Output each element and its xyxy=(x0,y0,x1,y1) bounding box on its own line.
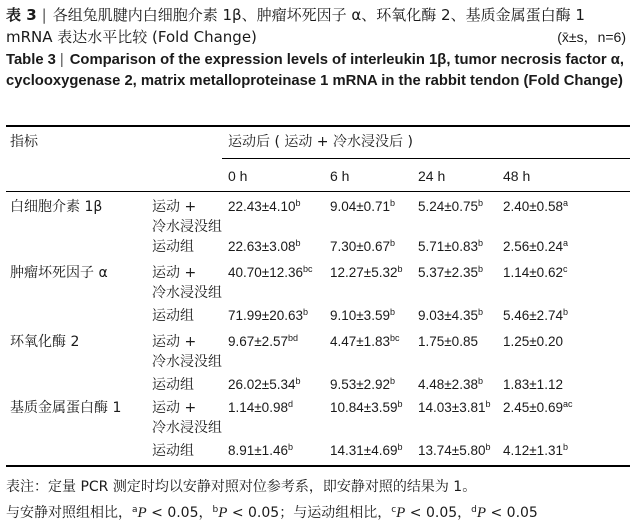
group-name xyxy=(152,263,222,303)
group-name xyxy=(152,197,222,237)
value-text: 2.40±0.58 xyxy=(503,199,563,214)
value-cell xyxy=(418,332,478,352)
caption-cn xyxy=(6,4,630,48)
value-text: 2.56±0.24 xyxy=(503,239,563,254)
value-cell xyxy=(228,441,293,461)
note-mark-b: b xyxy=(212,505,219,515)
significance-mark: b xyxy=(397,399,403,409)
value-text: 9.10±3.59 xyxy=(330,308,390,323)
table-top-rule xyxy=(6,125,630,127)
significance-mark: b xyxy=(397,442,403,452)
value-cell xyxy=(418,306,483,326)
caption-en-label: Table 3 xyxy=(6,52,56,68)
table-note-line2 xyxy=(6,503,538,523)
value-cell xyxy=(418,197,483,217)
significance-mark: b xyxy=(562,442,568,452)
value-text: 4.48±2.38 xyxy=(418,377,478,392)
value-text: 14.03±3.81 xyxy=(418,400,486,415)
group-name-line: 运动 + xyxy=(152,265,197,281)
value-cell xyxy=(228,197,300,217)
significance-mark: b xyxy=(287,442,293,452)
value-cell xyxy=(330,398,402,418)
value-cell xyxy=(503,441,568,461)
value-text: 4.12±1.31 xyxy=(503,443,563,458)
significance-mark: ac xyxy=(562,399,573,409)
table-bottom-rule xyxy=(6,465,630,467)
value-text: 5.46±2.74 xyxy=(503,308,563,323)
significance-mark: a xyxy=(562,198,568,208)
value-text: 1.75±0.85 xyxy=(418,334,478,349)
significance-mark: b xyxy=(302,307,308,317)
significance-mark: b xyxy=(397,264,403,274)
value-text: 8.91±1.46 xyxy=(228,443,288,458)
group-name-line: 冷水浸没组 xyxy=(152,354,222,370)
significance-mark: c xyxy=(562,264,568,274)
note-op-c: < 0.05， xyxy=(405,505,472,521)
value-cell xyxy=(330,197,395,217)
value-cell xyxy=(330,332,399,352)
value-cell xyxy=(418,263,483,283)
value-cell xyxy=(418,375,483,395)
value-text: 12.27±5.32 xyxy=(330,265,398,280)
value-cell xyxy=(330,306,395,326)
significance-mark: b xyxy=(477,198,483,208)
significance-mark: bc xyxy=(389,333,400,343)
value-cell xyxy=(228,332,298,352)
value-cell xyxy=(418,398,490,418)
significance-mark: b xyxy=(295,238,301,248)
significance-mark: b xyxy=(477,376,483,386)
significance-mark: b xyxy=(477,238,483,248)
value-cell xyxy=(503,332,563,352)
note-prefix: 与安静对照组相比， xyxy=(6,505,132,521)
significance-mark: b xyxy=(485,442,491,452)
value-text: 13.74±5.80 xyxy=(418,443,486,458)
caption-separator: | xyxy=(41,6,47,24)
value-text: 40.70±12.36 xyxy=(228,265,303,280)
caption-cn-label: 表 3 xyxy=(6,6,37,24)
caption-stat: (x̄±s，n=6) xyxy=(557,29,626,45)
group-name xyxy=(152,332,222,372)
time-header-24h: 24 h xyxy=(418,168,446,184)
value-cell xyxy=(330,263,402,283)
significance-mark: b xyxy=(295,376,301,386)
value-text: 7.30±0.67 xyxy=(330,239,390,254)
value-cell xyxy=(503,306,568,326)
significance-mark: b xyxy=(562,307,568,317)
significance-mark: bd xyxy=(287,333,298,343)
value-text: 26.02±5.34 xyxy=(228,377,296,392)
value-cell xyxy=(228,375,300,395)
indicator-name: 基质金属蛋白酶 1 xyxy=(10,400,122,416)
value-cell xyxy=(503,237,568,257)
value-cell xyxy=(228,398,293,418)
group-name-line: 冷水浸没组 xyxy=(152,285,222,301)
value-cell xyxy=(330,375,395,395)
table-note-line1: 表注：定量 PCR 测定时均以安静对照对位参考系，即安静对照的结果为 1。 xyxy=(6,479,477,495)
header-bottom-rule xyxy=(6,191,630,192)
note-op-d: < 0.05 xyxy=(486,505,538,521)
time-header-6h: 6 h xyxy=(330,168,350,184)
group-name-line: 冷水浸没组 xyxy=(152,420,222,436)
note-p: P xyxy=(218,505,228,521)
note-op-b: < 0.05 xyxy=(227,505,280,521)
significance-mark: b xyxy=(295,198,301,208)
note-p: P xyxy=(396,505,406,521)
group-name-line: 冷水浸没组 xyxy=(152,219,222,235)
indicator-name: 肿瘤坏死因子 α xyxy=(10,265,108,281)
value-text: 5.24±0.75 xyxy=(418,199,478,214)
note-p: P xyxy=(137,505,147,521)
significance-mark: b xyxy=(389,238,395,248)
value-text: 1.14±0.62 xyxy=(503,265,563,280)
value-cell xyxy=(228,237,300,257)
group-name: 运动组 xyxy=(152,377,194,393)
value-text: 22.43±4.10 xyxy=(228,199,296,214)
note-mark-c: c xyxy=(391,505,397,515)
significance-mark: b xyxy=(389,376,395,386)
value-cell xyxy=(330,237,395,257)
group-name-line: 运动 + xyxy=(152,400,197,416)
note-op-a: < 0.05， xyxy=(146,505,213,521)
time-header-0h: 0 h xyxy=(228,168,248,184)
value-text: 22.63±3.08 xyxy=(228,239,296,254)
group-name: 运动组 xyxy=(152,308,194,324)
group-name xyxy=(152,398,222,438)
note-mark-a: a xyxy=(132,505,138,515)
significance-mark: b xyxy=(477,264,483,274)
caption-en xyxy=(6,50,626,92)
group-header: 运动后 ( 运动 + 冷水浸没后 ) xyxy=(228,134,413,150)
time-header-48h: 48 h xyxy=(503,168,531,184)
value-cell xyxy=(503,398,572,418)
significance-mark: b xyxy=(485,399,491,409)
caption-en-text: Comparison of the expression levels of interleukin 1β, tumor necrosis factor α, cyclooxygenase 2, matrix metalloproteinase 1 mRNA in the rabbit tendon (Fold Change) xyxy=(6,52,624,89)
note-mid: ；与运动组相比， xyxy=(279,505,392,521)
significance-mark: b xyxy=(389,198,395,208)
value-cell xyxy=(330,441,402,461)
indicator-header: 指标 xyxy=(10,134,38,150)
significance-mark: b xyxy=(389,307,395,317)
value-text: 5.71±0.83 xyxy=(418,239,478,254)
caption-separator: | xyxy=(59,52,64,68)
value-text: 9.03±4.35 xyxy=(418,308,478,323)
note-mark-d: d xyxy=(471,505,477,515)
indicator-name: 白细胞介素 1β xyxy=(10,199,103,215)
value-text: 1.83±1.12 xyxy=(503,377,563,392)
value-text: 9.04±0.71 xyxy=(330,199,390,214)
group-name: 运动组 xyxy=(152,239,194,255)
value-cell xyxy=(503,197,568,217)
value-text: 14.31±4.69 xyxy=(330,443,398,458)
value-cell xyxy=(418,237,483,257)
caption-cn-text: 各组兔肌腱内白细胞介素 1β、肿瘤坏死因子 α、环氧化酶 2、基质金属蛋白酶 1 mRNA 表达水平比较 (Fold Change) xyxy=(6,6,585,46)
value-text: 1.25±0.20 xyxy=(503,334,563,349)
group-name-line: 运动 + xyxy=(152,199,197,215)
value-text: 4.47±1.83 xyxy=(330,334,390,349)
significance-mark: a xyxy=(562,238,568,248)
significance-mark: b xyxy=(477,307,483,317)
value-text: 10.84±3.59 xyxy=(330,400,398,415)
header-group-rule xyxy=(222,158,630,159)
value-cell xyxy=(228,263,313,283)
group-name-line: 运动 + xyxy=(152,334,197,350)
indicator-name: 环氧化酶 2 xyxy=(10,334,80,350)
group-name: 运动组 xyxy=(152,443,194,459)
value-text: 2.45±0.69 xyxy=(503,400,563,415)
value-text: 1.14±0.98 xyxy=(228,400,288,415)
significance-mark: d xyxy=(287,399,293,409)
value-cell xyxy=(503,375,563,395)
value-cell xyxy=(228,306,308,326)
value-text: 71.99±20.63 xyxy=(228,308,303,323)
note-p: P xyxy=(476,505,487,521)
value-text: 5.37±2.35 xyxy=(418,265,478,280)
value-text: 9.67±2.57 xyxy=(228,334,288,349)
value-text: 9.53±2.92 xyxy=(330,377,390,392)
value-cell xyxy=(418,441,490,461)
significance-mark: bc xyxy=(302,264,313,274)
value-cell xyxy=(503,263,567,283)
